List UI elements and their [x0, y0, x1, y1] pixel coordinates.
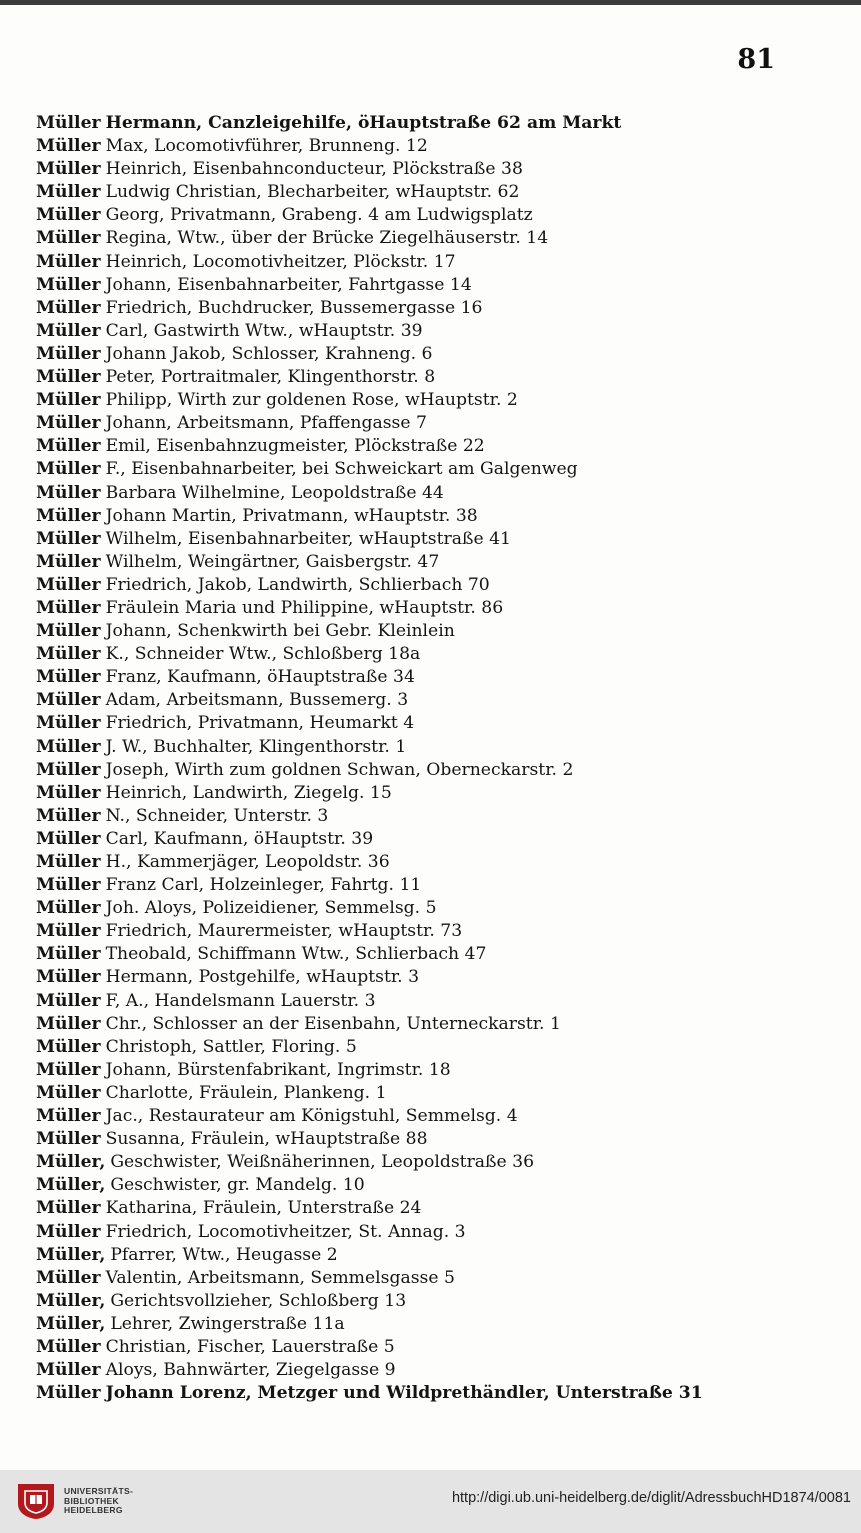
entry-surname: Müller: [36, 574, 101, 595]
directory-entry: [36, 643, 836, 666]
entry-surname: Müller: [36, 597, 101, 618]
entry-details: Geschwister, Weißnäherinnen, Leopoldstraße 36: [110, 1152, 535, 1173]
entry-surname: Müller: [36, 482, 101, 503]
entry-surname: Müller: [36, 805, 101, 826]
directory-entry: [36, 1105, 836, 1128]
directory-entry: [36, 528, 836, 551]
entry-details: Charlotte, Fräulein, Plankeng. 1: [105, 1082, 387, 1103]
entry-surname: Müller: [36, 1106, 101, 1127]
entry-details: Emil, Eisenbahnzugmeister, Plöckstraße 22: [105, 436, 485, 457]
directory-entry: [36, 574, 836, 597]
directory-entry: [36, 1128, 836, 1151]
entry-surname: Müller: [36, 251, 101, 272]
entry-surname: Müller: [36, 921, 101, 942]
directory-entry: [36, 204, 836, 227]
directory-entry: [36, 851, 836, 874]
entry-surname: Müller: [36, 159, 101, 180]
directory-entry: [36, 412, 836, 435]
entry-surname: Müller: [36, 136, 101, 157]
directory-entry: [36, 1267, 836, 1290]
entry-details: Georg, Privatmann, Grabeng. 4 am Ludwigsplatz: [105, 205, 533, 226]
directory-entry: [36, 920, 836, 943]
entry-details: Katharina, Fräulein, Unterstraße 24: [105, 1198, 422, 1219]
entry-details: Gerichtsvollzieher, Schloßberg 13: [110, 1290, 407, 1311]
entry-surname: Müller: [36, 782, 101, 803]
directory-entry: [36, 227, 836, 250]
directory-entry: [36, 343, 836, 366]
entry-details: F, A., Handelsmann Lauerstr. 3: [105, 990, 376, 1011]
directory-entry: [36, 1013, 836, 1036]
entry-details: Friedrich, Buchdrucker, Bussemergasse 16: [105, 297, 483, 318]
entry-details: Wilhelm, Weingärtner, Gaisbergstr. 47: [105, 551, 440, 572]
entry-details: Joh. Aloys, Polizeidiener, Semmelsg. 5: [105, 898, 437, 919]
entry-surname: Müller: [36, 852, 101, 872]
directory-entry: [36, 505, 836, 528]
directory-entry: [36, 666, 836, 689]
directory-entry: [36, 1197, 836, 1220]
directory-entry: [36, 828, 836, 851]
entry-details: Pfarrer, Wtw., Heugasse 2: [110, 1244, 338, 1265]
entry-surname: Müller: [36, 1198, 101, 1219]
entry-details: F., Eisenbahnarbeiter, bei Schweickart am Galgenweg: [105, 459, 578, 480]
entry-surname: Müller: [36, 390, 101, 411]
entry-details: Adam, Arbeitsmann, Bussemerg. 3: [105, 690, 409, 711]
entry-details: Heinrich, Locomotivheitzer, Plöckstr. 17: [105, 251, 456, 272]
directory-entry: [36, 597, 836, 620]
directory-entry: [36, 1221, 836, 1244]
entry-surname: Müller: [36, 875, 101, 896]
directory-entry: [36, 1382, 836, 1405]
directory-entry: [36, 158, 836, 181]
entry-details: Max, Locomotivführer, Brunneng. 12: [105, 136, 428, 157]
entry-surname: Müller,: [36, 1152, 106, 1173]
entry-surname: Müller: [36, 644, 101, 665]
entry-surname: Müller: [36, 1129, 101, 1150]
entry-surname: Müller: [36, 759, 101, 780]
directory-entry: [36, 897, 836, 920]
entry-details: Wilhelm, Eisenbahnarbeiter, wHauptstraße 41: [105, 528, 511, 549]
directory-entry: [36, 112, 836, 135]
directory-entry: [36, 990, 836, 1013]
entry-details: Hermann, Canzleigehilfe, öHauptstraße 62 am Markt: [105, 113, 622, 133]
entry-details: Christian, Fischer, Lauerstraße 5: [105, 1336, 395, 1357]
directory-entry: [36, 943, 836, 966]
entry-details: Geschwister, gr. Mandelg. 10: [110, 1175, 365, 1196]
page-number: 81: [737, 44, 775, 75]
entry-surname: Müller: [36, 898, 101, 919]
entry-surname: Müller: [36, 413, 101, 434]
directory-entry: [36, 874, 836, 897]
entry-details: Barbara Wilhelmine, Leopoldstraße 44: [105, 482, 444, 503]
entry-details: K., Schneider Wtw., Schloßberg 18a: [105, 644, 421, 665]
directory-entry: [36, 759, 836, 782]
entry-surname: Müller: [36, 1383, 101, 1404]
directory-entry: [36, 1082, 836, 1105]
entry-surname: Müller: [36, 1036, 101, 1057]
entry-details: Philipp, Wirth zur goldenen Rose, wHauptstr. 2: [105, 390, 518, 411]
directory-entry: [36, 435, 836, 458]
entry-surname: Müller: [36, 967, 101, 988]
entry-surname: Müller: [36, 1360, 101, 1381]
directory-entry: [36, 620, 836, 643]
entry-details: Friedrich, Maurermeister, wHauptstr. 73: [105, 921, 463, 942]
entry-details: Friedrich, Jakob, Landwirth, Schlierbach 70: [105, 574, 490, 595]
entry-surname: Müller: [36, 320, 101, 341]
entry-details: Susanna, Fräulein, wHauptstraße 88: [105, 1129, 428, 1150]
library-name-line: BIBLIOTHEK: [64, 1495, 119, 1506]
entry-details: Jac., Restaurateur am Königstuhl, Semmelsg. 4: [105, 1106, 518, 1127]
directory-entry: [36, 736, 836, 759]
entry-list: [36, 112, 836, 1405]
entry-details: Johann, Bürstenfabrikant, Ingrimstr. 18: [105, 1059, 451, 1080]
directory-entry: [36, 482, 836, 505]
directory-entry: [36, 1313, 836, 1336]
directory-entry: [36, 297, 836, 320]
entry-surname: Müller: [36, 621, 101, 642]
directory-entry: [36, 251, 836, 274]
directory-entry: [36, 782, 836, 805]
directory-entry: [36, 274, 836, 297]
entry-details: Lehrer, Zwingerstraße 11a: [110, 1313, 345, 1334]
directory-entry: [36, 1059, 836, 1082]
entry-surname: Müller: [36, 667, 101, 688]
footer-bar: [0, 1470, 861, 1533]
entry-details: Fräulein Maria und Philippine, wHauptstr. 86: [105, 597, 504, 618]
entry-surname: Müller: [36, 205, 101, 226]
entry-surname: Müller: [36, 228, 101, 249]
entry-surname: Müller: [36, 828, 101, 849]
entry-surname: Müller: [36, 1059, 101, 1080]
entry-surname: Müller: [36, 551, 101, 572]
directory-entry: [36, 712, 836, 735]
directory-entry: [36, 1151, 836, 1174]
directory-entry: [36, 551, 836, 574]
entry-surname: Müller: [36, 182, 101, 203]
entry-details: J. W., Buchhalter, Klingenthorstr. 1: [105, 736, 407, 757]
entry-details: N., Schneider, Unterstr. 3: [105, 805, 329, 826]
directory-entry: [36, 966, 836, 989]
entry-details: Valentin, Arbeitsmann, Semmelsgasse 5: [105, 1267, 455, 1288]
entry-details: Carl, Kaufmann, öHauptstr. 39: [105, 828, 374, 849]
entry-details: Joseph, Wirth zum goldnen Schwan, Oberneckarstr. 2: [105, 759, 574, 780]
directory-entry: [36, 1036, 836, 1059]
directory-entry: [36, 1336, 836, 1359]
entry-surname: Müller: [36, 367, 101, 388]
entry-surname: Müller: [36, 990, 101, 1011]
source-url-link[interactable]: http://digi.ub.uni-heidelberg.de/diglit/AdressbuchHD1874/0081: [451, 1490, 851, 1506]
entry-details: Johann, Arbeitsmann, Pfaffengasse 7: [105, 413, 427, 434]
directory-entry: [36, 1290, 836, 1313]
directory-entry: [36, 1359, 836, 1382]
entry-surname: Müller: [36, 713, 101, 734]
entry-surname: Müller: [36, 1221, 101, 1242]
entry-details: H., Kammerjäger, Leopoldstr. 36: [105, 852, 390, 872]
entry-details: Aloys, Bahnwärter, Ziegelgasse 9: [105, 1360, 396, 1381]
entry-details: Johann Martin, Privatmann, wHauptstr. 38: [105, 505, 478, 526]
entry-details: Heinrich, Eisenbahnconducteur, Plöckstraße 38: [105, 159, 523, 180]
entry-surname: Müller: [36, 274, 101, 295]
entry-details: Friedrich, Locomotivheitzer, St. Annag. 3: [105, 1221, 466, 1242]
entry-surname: Müller: [36, 690, 101, 711]
directory-entry: [36, 805, 836, 828]
library-name-line: HEIDELBERG: [64, 1505, 123, 1515]
entry-details: Franz, Kaufmann, öHauptstraße 34: [105, 667, 415, 688]
entry-details: Johann, Eisenbahnarbeiter, Fahrtgasse 14: [105, 274, 472, 295]
entry-surname: Müller: [36, 1267, 101, 1288]
entry-surname: Müller: [36, 1082, 101, 1103]
entry-details: Theobald, Schiffmann Wtw., Schlierbach 47: [105, 944, 487, 965]
entry-details: Hermann, Postgehilfe, wHauptstr. 3: [105, 967, 420, 988]
entry-surname: Müller: [36, 528, 101, 549]
entry-details: Chr., Schlosser an der Eisenbahn, Unterneckarstr. 1: [105, 1013, 561, 1034]
entry-surname: Müller,: [36, 1244, 106, 1265]
entry-details: Ludwig Christian, Blecharbeiter, wHauptstr. 62: [105, 182, 520, 203]
entry-details: Christoph, Sattler, Floring. 5: [105, 1036, 357, 1057]
library-name: [64, 1487, 133, 1516]
directory-entry: [36, 366, 836, 389]
entry-surname: Müller: [36, 436, 101, 457]
entry-surname: Müller,: [36, 1313, 106, 1334]
entry-surname: Müller: [36, 944, 101, 965]
entry-surname: Müller: [36, 459, 101, 480]
directory-entry: [36, 389, 836, 412]
entry-details: Johann, Schenkwirth bei Gebr. Kleinlein: [105, 621, 455, 642]
directory-entry: [36, 320, 836, 343]
directory-entry: [36, 135, 836, 158]
entry-surname: Müller: [36, 505, 101, 526]
entry-surname: Müller: [36, 343, 101, 364]
directory-entry: [36, 689, 836, 712]
top-rule: [0, 0, 861, 5]
entry-details: Johann Lorenz, Metzger und Wildprethändler, Unterstraße 31: [105, 1383, 703, 1404]
entry-surname: Müller: [36, 297, 101, 318]
entry-surname: Müller,: [36, 1175, 106, 1196]
entry-surname: Müller: [36, 113, 101, 133]
entry-surname: Müller: [36, 1336, 101, 1357]
directory-entry: [36, 1174, 836, 1197]
entry-details: Heinrich, Landwirth, Ziegelg. 15: [105, 782, 392, 803]
directory-entry: [36, 1244, 836, 1267]
entry-surname: Müller: [36, 1013, 101, 1034]
library-name-line: UNIVERSITÄTS-: [64, 1486, 134, 1496]
entry-details: Franz Carl, Holzeinleger, Fahrtg. 11: [105, 875, 422, 896]
entry-details: Friedrich, Privatmann, Heumarkt 4: [105, 713, 415, 734]
entry-details: Regina, Wtw., über der Brücke Ziegelhäuserstr. 14: [105, 228, 549, 249]
entry-details: Johann Jakob, Schlosser, Krahneng. 6: [105, 343, 433, 364]
entry-surname: Müller: [36, 736, 101, 757]
library-seal-icon[interactable]: [16, 1482, 56, 1520]
entry-details: Carl, Gastwirth Wtw., wHauptstr. 39: [105, 320, 423, 341]
entry-surname: Müller,: [36, 1290, 106, 1311]
directory-entry: [36, 458, 836, 481]
entry-details: Peter, Portraitmaler, Klingenthorstr. 8: [105, 367, 436, 388]
directory-entry: [36, 181, 836, 204]
